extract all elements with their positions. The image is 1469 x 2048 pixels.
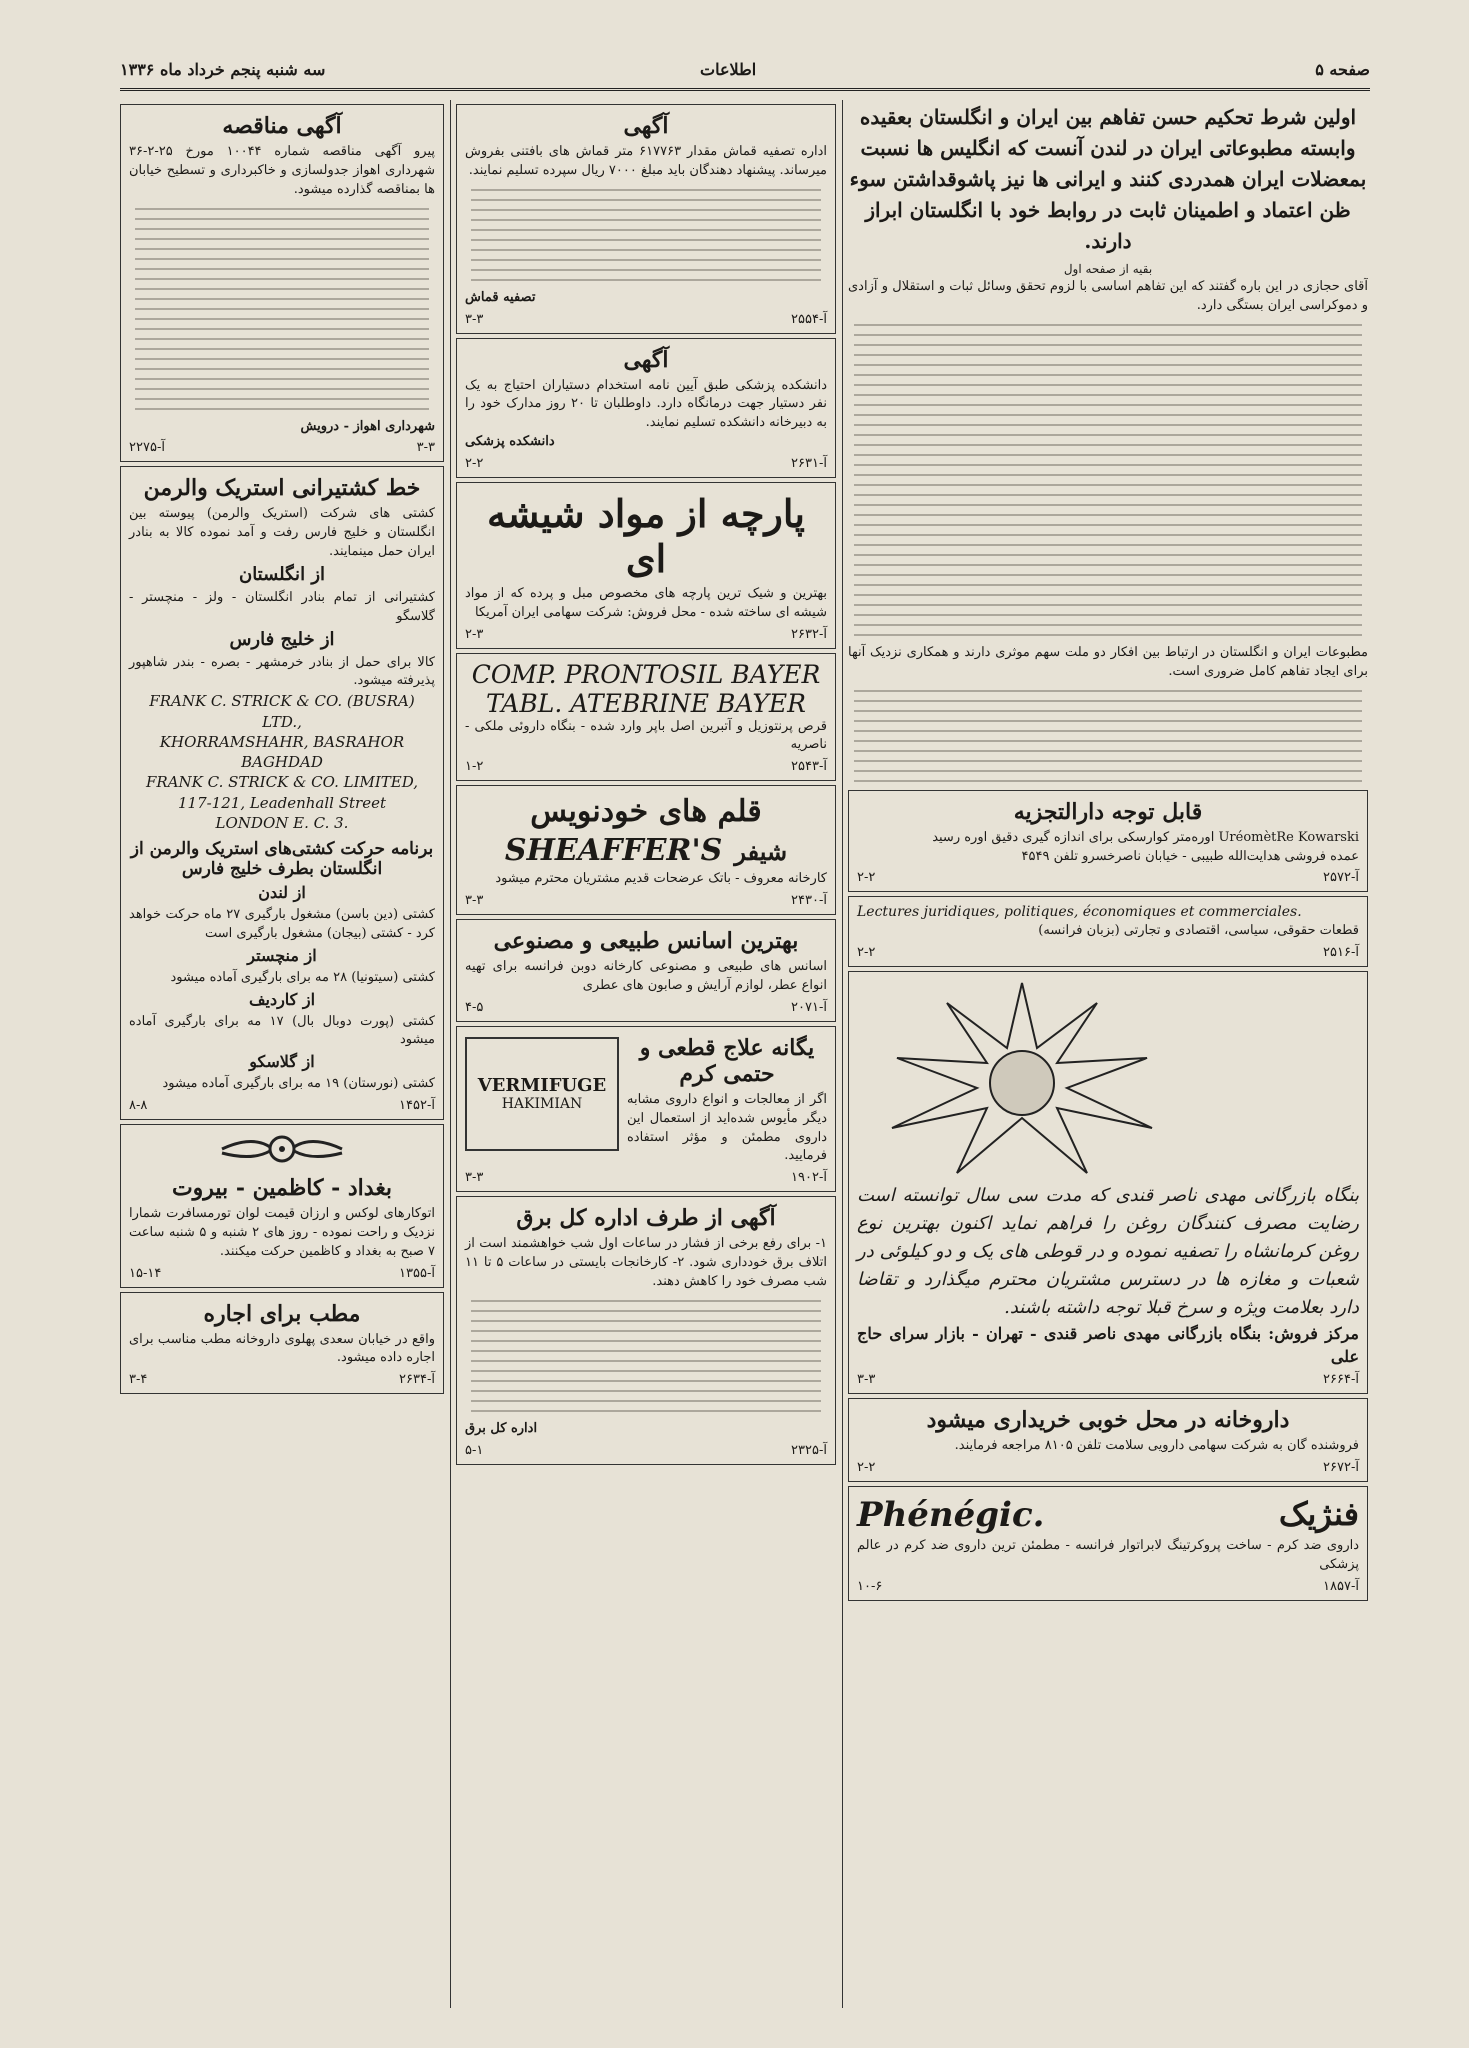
shipping-body: کشتی های شرکت (استریک والرمن) پیوسته بین انگلستان و خلیج فارس رفت و آمد نموده کالا به بنادر ایران حمل مینمایند. (129, 506, 435, 560)
tender-title: آگهی مناقصه (222, 113, 342, 139)
cloth-notice-body: اداره تصفیه قماش مقدار ۶۱۷۷۶۳ متر قماش های بافتنی بفروش میرساند. پیشنهاد دهندگان باید مبلغ ۷۰۰۰ ریال سپرده تسلیم نمایند. (465, 144, 828, 178)
rent-body: واقع در خیابان سعدی پهلوی داروخانه مطب مناسب برای اجاره داده میشود. (129, 1331, 435, 1366)
article-paragraph: آقای حجازی در این باره گفتند که این تفاهم اساسی با لزوم تحقق وسائل ثبات و استقلال و آزادی و دموکراسی ایران بستگی دارد. (848, 279, 1368, 314)
notice-text-block (465, 1300, 827, 1412)
ad-code: ۲-۳ (465, 626, 484, 642)
lab-ad (848, 790, 1368, 893)
ad-code: آ-۲۳۲۵ (791, 1442, 827, 1458)
pen-ad-title: قلم های خودنویس (530, 794, 762, 830)
vermifuge-box-icon (465, 1037, 619, 1151)
rent-title: مطب برای اجاره (203, 1300, 361, 1327)
vermifuge-brand: HAKIMIAN (501, 1096, 583, 1113)
shipping-title: خط کشتیرانی استریک والرمن (143, 475, 421, 502)
schedule-body: کشتی (دین باسن) مشغول بارگیری ۲۷ ماه حرکت خواهد کرد - کشتی (بیجان) مشغول بارگیری است (129, 907, 435, 941)
tender-body: پیرو آگهی مناقصه شماره ۱۰۰۴۴ مورخ ۲۵-۲-۳۶ شهرداری اهواز جدولسازی و خاکبرداری و تسطیح خیابان ها بمناقصه گذارده میشود. (129, 144, 435, 197)
tender-text-block (129, 208, 435, 410)
ad-code: ۳-۴ (129, 1372, 148, 1388)
cloth-notice-title: آگهی (623, 113, 669, 139)
ad-code: آ-۱۹۰۲ (791, 1170, 827, 1186)
column-rule (842, 100, 843, 2008)
ad-code: آ-۲۰۷۱ (791, 999, 827, 1015)
shipping-sub-body: کالا برای حمل از بنادر خرمشهر - بصره - بندر شاهپور پذیرفته میشود. (129, 654, 435, 689)
column-right (848, 100, 1368, 2008)
ad-code: ۴-۵ (465, 999, 484, 1015)
oil-ad-address: مرکز فروش: بنگاه بازرگانی مهدی ناصر قندی - تهران - بازار سرای حاج علی (857, 1323, 1359, 1366)
medical-notice-body: دانشکده پزشکی طبق آیین نامه استخدام دستیاران احتیاج به یک نفر دستیار جهت درمانگاه دارد. داوطلبان تا ۲۰ روز مدارک خود را به دبیرخانه دانشکده تسلیم نمایند. (465, 377, 827, 431)
company-line: FRANK C. STRICK & CO. (BUSRA) LTD., (149, 692, 415, 731)
cloth-notice-signature: تصفیه قماش (465, 289, 536, 305)
lectures-title: Lectures juridiques, politiques, économiques et commerciales. (857, 904, 1302, 921)
essence-ad-title: بهترین اسانس طبیعی و مصنوعی (493, 928, 799, 955)
vermifuge-body: اگر از معالجات و انواع داروی مشابه دیگر مأیوس شده‌اید از استعمال این داروی مطمئن و مؤثر استفاده فرمایید. (627, 1091, 827, 1164)
sheaffer-pen-ad (456, 785, 836, 915)
ad-code: آ-۲۵۴۳ (791, 759, 827, 775)
bayer-ad (456, 653, 836, 782)
vermifuge-title: یگانه علاج قطعی و حتمی کرم (639, 1034, 815, 1087)
lead-headline: اولین شرط تحکیم حسن تفاهم بین ایران و انگلستان بعقیده وابسته مطبوعاتی ایران در لندن آنست که انگلیس ها نسبت بمعضلات ایران همدردی کنند و ایرانی ها نیز پاشوقداشتن سوء ظن اعتماد و اطمینان ثابت در روابط خود با انگلستان ابراز دارند. (849, 105, 1367, 253)
lab-ad-title: قابل توجه دارالتجزیه (1013, 798, 1203, 825)
essence-ad (456, 919, 836, 1022)
sunburst-logo-icon (857, 978, 1187, 1178)
ad-code: آ-۲۵۷۲ (1323, 870, 1359, 886)
pharmacy-ad-title: داروخانه در محل خوبی خریداری میشود (926, 1407, 1290, 1434)
ad-code: آ-۲۵۵۴ (791, 311, 827, 327)
ad-code: ۵-۱ (465, 1442, 484, 1458)
winged-wheel-icon (129, 1131, 435, 1173)
column-rule (450, 100, 451, 2008)
shipping-subtitle: از خلیج فارس (229, 628, 335, 650)
ad-code: ۳-۳ (465, 893, 484, 909)
tender-notice (120, 104, 444, 462)
power-notice-title: آگهی از طرف اداره کل برق (516, 1205, 776, 1232)
ad-code: ۳-۳ (857, 1372, 876, 1388)
column-middle (456, 100, 836, 2008)
ad-code: ۱۰-۶ (857, 1578, 883, 1594)
ad-code: آ-۱۳۵۵ (399, 1265, 435, 1281)
notice-text-block (465, 189, 827, 281)
article-text-block (848, 690, 1368, 782)
ad-code: ۲-۲ (857, 870, 876, 886)
schedule-body: کشتی (پورت دوبال بال) ۱۷ مه برای بارگیری آماده میشود (129, 1013, 435, 1048)
column-left (120, 100, 444, 2008)
ad-code: آ-۲۶۳۴ (399, 1372, 435, 1388)
ad-code: ۸-۸ (129, 1098, 148, 1114)
medical-notice-signature: دانشکده پزشکی (465, 434, 555, 450)
pharmacy-ad (848, 1398, 1368, 1482)
page-number: صفحه ۵ (1315, 60, 1370, 79)
article-paragraph: مطبوعات ایران و انگلستان در ارتباط بین افکار دو ملت سهم موثری دارند و همکاری نزدیک آنها برای ایجاد تفاهم کامل ضروری است. (848, 645, 1368, 679)
power-notice-body: ۱- برای رفع برخی از فشار در ساعات اول شب خواهشمند است از اتلاف برق خودداری شود. ۲- کارخانجات بایستی در ساعات ۵ تا ۱۱ شب مصرف خود را کاهش دهند. (465, 1236, 827, 1289)
company-line: LONDON E. C. 3. (215, 813, 349, 832)
lectures-body: قطعات حقوقی، سیاسی، اقتصادی و تجارتی (بزبان فرانسه) (1038, 923, 1359, 939)
schedule-subtitle: از منچستر (247, 945, 317, 965)
ad-code: آ-۲۶۳۱ (791, 455, 827, 471)
lab-ad-address: عمده فروشی هدایت‌الله طبیبی - خیابان ناصرخسرو تلفن ۴۵۴۹ (1021, 848, 1359, 864)
essence-ad-body: اسانس های طبیعی و مصنوعی کارخانه دوبن فرانسه برای تهیه انواع عطر، لوازم آرایش و صابون های عطری (465, 959, 827, 993)
phenegic-brand-fa: فنژیک (1278, 1494, 1359, 1533)
schedule-title: برنامه حرکت کشتی‌های استریک والرمن از انگلستان بطرف خلیج فارس (130, 839, 434, 880)
bayer-product-1: COMP. PRONTOSIL BAYER (471, 659, 821, 689)
header-rule (120, 88, 1370, 91)
ad-code: آ-۲۴۳۰ (791, 893, 827, 909)
issue-date: سه شنبه پنجم خرداد ماه ۱۳۳۶ (120, 60, 326, 79)
glass-fabric-ad (456, 482, 836, 649)
ad-code: آ-۲۲۷۵ (129, 440, 165, 456)
clinic-rent-ad (120, 1292, 444, 1395)
tender-signature: شهرداری اهواز - درویش (300, 418, 435, 434)
bayer-product-2: TABL. ATEBRINE BAYER (486, 688, 806, 718)
vermifuge-label: VERMIFUGE (477, 1075, 607, 1097)
pen-ad-body: کارخانه معروف - باتک عرضحات قدیم مشتریان محترم میشود (495, 871, 827, 887)
ad-code: آ-۲۶۳۲ (791, 626, 827, 642)
ad-code: ۳-۳ (465, 311, 484, 327)
cloth-notice (456, 104, 836, 334)
schedule-body: کشتی (سیتونیا) ۲۸ مه برای بارگیری آماده میشود (170, 969, 435, 985)
pen-brand-fa: شیفر (734, 837, 788, 867)
ad-code: آ-۱۸۵۷ (1323, 1578, 1359, 1594)
bus-ad-body: اتوکارهای لوکس و ارزان قیمت لوان تورمسافرت شمارا نزدیک و راحت نموده - روز های ۲ شنبه و ۵ شنبه ساعت ۷ صبح به بغداد و کاظمین حرکت میکنند. (129, 1206, 435, 1259)
power-notice-signature: اداره کل برق (465, 1420, 538, 1436)
shipping-ad (120, 466, 444, 1120)
shipping-sub-body: کشتیرانی از تمام بنادر انگلستان - ولز - منچستر - گلاسگو (129, 589, 435, 624)
power-notice (456, 1196, 836, 1464)
ad-code: ۲-۲ (465, 455, 484, 471)
ad-code: ۳-۳ (416, 440, 435, 456)
ad-code: آ-۲۶۷۲ (1323, 1459, 1359, 1475)
medical-school-notice (456, 338, 836, 478)
ad-code: ۳-۳ (465, 1170, 484, 1186)
ad-code: ۱۵-۱۴ (129, 1265, 162, 1281)
bus-ad (120, 1124, 444, 1288)
ad-code: ۲-۲ (857, 945, 876, 961)
phenegic-brand: Phénégic. (857, 1494, 1045, 1535)
ad-code: ۲-۲ (857, 1459, 876, 1475)
oil-company-ad (848, 971, 1368, 1394)
phenegic-body: داروی ضد کرم - ساخت پروکرتینگ لابراتوار فرانسه - مطمئن ترین داروی ضد کرم در عالم پزشکی (857, 1537, 1359, 1572)
company-line: FRANK C. STRICK & CO. LIMITED, (146, 773, 418, 792)
company-line: 117-121, Leadenhall Street (177, 793, 386, 812)
pharmacy-ad-body: فروشنده گان به شرکت سهامی دارویی سلامت تلفن ۸۱۰۵ مراجعه فرمایند. (954, 1438, 1359, 1454)
schedule-body: کشتی (نورستان) ۱۹ مه برای بارگیری آماده میشود (162, 1076, 435, 1092)
continued-note: بقیه از صفحه اول (1063, 262, 1153, 276)
bus-ad-title: بغداد - کاظمین - بیروت (171, 1175, 393, 1202)
shipping-subtitle: از انگلستان (238, 563, 326, 585)
glass-fabric-title: پارچه از مواد شیشه ای (486, 490, 805, 581)
lab-ad-body: UréomètRe Kowarski اوره‌متر کوارسکی برای اندازه گیری دقیق اوره رسید (932, 829, 1359, 845)
article-text-block (848, 324, 1368, 636)
schedule-subtitle: از گلاسکو (249, 1052, 315, 1072)
lectures-ad (848, 896, 1368, 967)
ad-code: آ-۱۴۵۲ (399, 1098, 435, 1114)
oil-ad-body: بنگاه بازرگانی مهدی ناصر قندی که مدت سی سال توانسته است رضایت مصرف کنندگان روغن را فراهم نماید اکنون بهترین نوع روغن کرمانشاه را تصفیه نموده و در قوطی های یک و دو کیلوئی در شعبات و مغازه ها در دسترس مشتریان محترم میگذارد و تقاضا دارد بعلامت ویژه و سرخ قبلا توجه داشته باشند. (857, 1185, 1359, 1318)
glass-fabric-body: بهترین و شیک ترین پارچه های مخصوص مبل و پرده که از مواد شیشه ای ساخته شده - محل فروش: شرکت سهامی ایران آمریکا (465, 585, 827, 620)
schedule-subtitle: از کاردیف (248, 989, 316, 1009)
pen-brand: SHEAFFER'S (504, 833, 723, 869)
ad-code: آ-۲۵۱۶ (1323, 945, 1359, 961)
newspaper-name: اطلاعات (700, 60, 757, 79)
ad-code: آ-۲۶۶۴ (1323, 1372, 1359, 1388)
medical-notice-title: آگهی (623, 346, 669, 373)
page-header (120, 54, 1370, 88)
bayer-body: قرص پرنتوزیل و آتبرین اصل باپر وارد شده - بنگاه داروئی ملکی - ناصریه (465, 718, 827, 753)
company-line: KHORRAMSHAHR, BASRAHOR BAGHDAD (159, 732, 405, 772)
vermifuge-ad (456, 1026, 836, 1192)
schedule-subtitle: از لندن (258, 883, 306, 903)
phenegic-ad (848, 1486, 1368, 1601)
ad-code: ۱-۲ (465, 759, 484, 775)
